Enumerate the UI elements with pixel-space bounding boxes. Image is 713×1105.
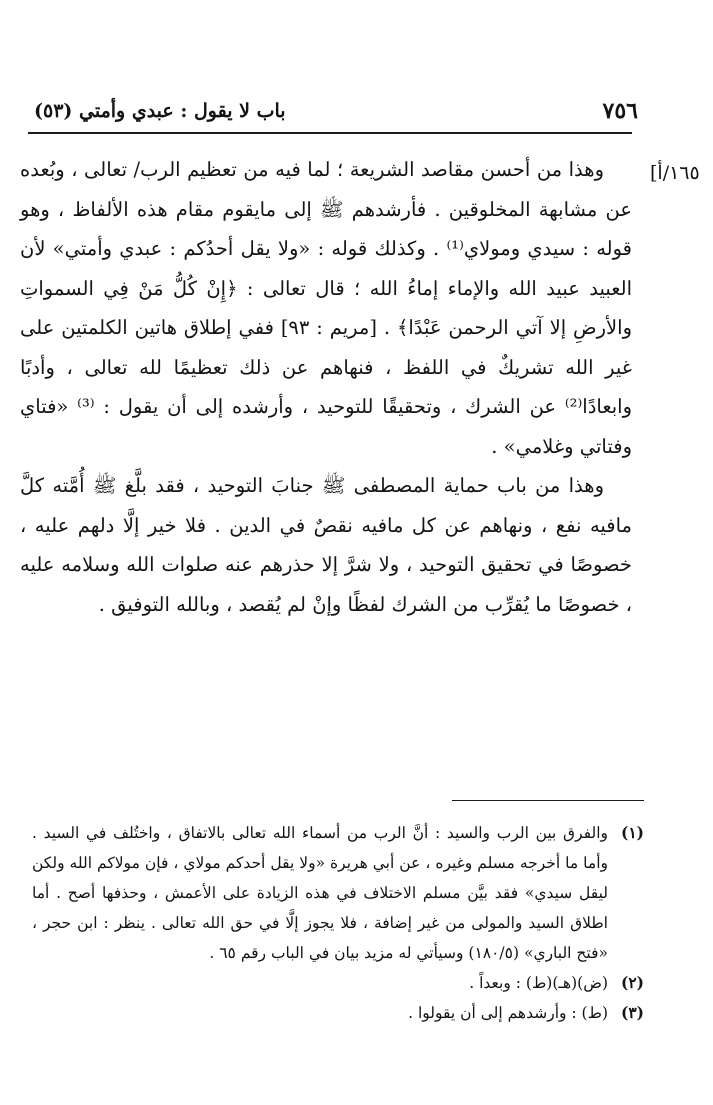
footnote-text: (ض)(هـ)(ط) : وبعداً . — [469, 974, 608, 992]
footnote — [32, 968, 644, 998]
footnote — [32, 818, 644, 968]
running-header — [28, 98, 638, 134]
footnote-number: (١) — [620, 823, 644, 842]
footnote-divider — [452, 800, 644, 801]
footnote-text: (ط) : وأرشدهم إلى أن يقولوا . — [408, 1004, 608, 1022]
paragraph: وهذا من باب حماية المصطفى ﷺ جنابَ التوحيد ، فقد بلَّغ ﷺ أُمَّته كلَّ مافيه نفع ، ونهاهم عن كل مافيه نقصٌ في الدين . فلا خير إلَّا دلهم عليه ، خصوصًا في تحقيق التوحيد ، ولا شرَّ إلا حذرهم عنه صلوات الله وسلامه عليه ، خصوصًا ما يُقرِّب من الشرك لفظًا وإنْ لم يُقصد ، وبالله التوفيق . — [20, 474, 632, 616]
footnote-text: والفرق بين الرب والسيد : أنَّ الرب من أسماء الله تعالى بالاتفاق ، واختُلف في السيد . وأما ما أخرجه مسلم وغيره ، عن أبي هريرة «ولا يقل أحدكم مولاي ، فإن مولاكم الله ولكن ليقل سيدي» فقد بيَّن مسلم الاختلاف في هذه الزيادة على الأعمش ، وحذفها أصح . أما اطلاق السيد والمولى من غير إضافة ، فلا يجوز إلَّا في حق الله تعالى . ينظر : ابن حجر ، «فتح الباري» (١٨٠/٥) وسيأتي له مزيد بيان في الباب رقم ٦٥ . — [32, 824, 608, 962]
footnote — [32, 998, 644, 1028]
paragraph: وهذا من أحسن مقاصد الشريعة ؛ لما فيه من تعظيم الرب/ تعالى ، وبُعده عن مشابهة المخلوقين . فأرشدهم ﷺ إلى مايقوم مقام هذه الألفاظ ، وهو قوله : سيدي ومولاي⁽¹⁾ . وكذلك قوله : «ولا يقل أحدُكم : عبدي وأمتي» لأن العبيد عبيد الله والإماء إماءُ الله ؛ قال تعالى : ﴿إِنْ كُلُّ مَنْ فِي السمواتِ والأرضِ إلا آتي الرحمن عَبْدًا﴾ . [مريم : ٩٣] ففي إطلاق هاتين الكلمتين على غير الله تشريكٌ في اللفظ ، فنهاهم عن ذلك تعظيمًا لله تعالى ، وأدبًا وابعادًا⁽²⁾ عن الشرك ، وتحقيقًا للتوحيد ، وأرشده إلى أن يقول : ⁽³⁾ «فتاي وفتاتي وغلامي» . — [20, 158, 632, 458]
page-number: ٧٥٦ — [597, 98, 638, 124]
chapter-title: باب لا يقول : عبدي وأمتي (٥٣) — [34, 100, 286, 122]
footnote-number: (٣) — [620, 1003, 644, 1022]
manuscript-folio-ref: ١٦٥/أ] — [650, 162, 700, 184]
footnote-number: (٢) — [620, 973, 644, 992]
main-text — [20, 150, 632, 624]
footnotes — [32, 818, 644, 1028]
